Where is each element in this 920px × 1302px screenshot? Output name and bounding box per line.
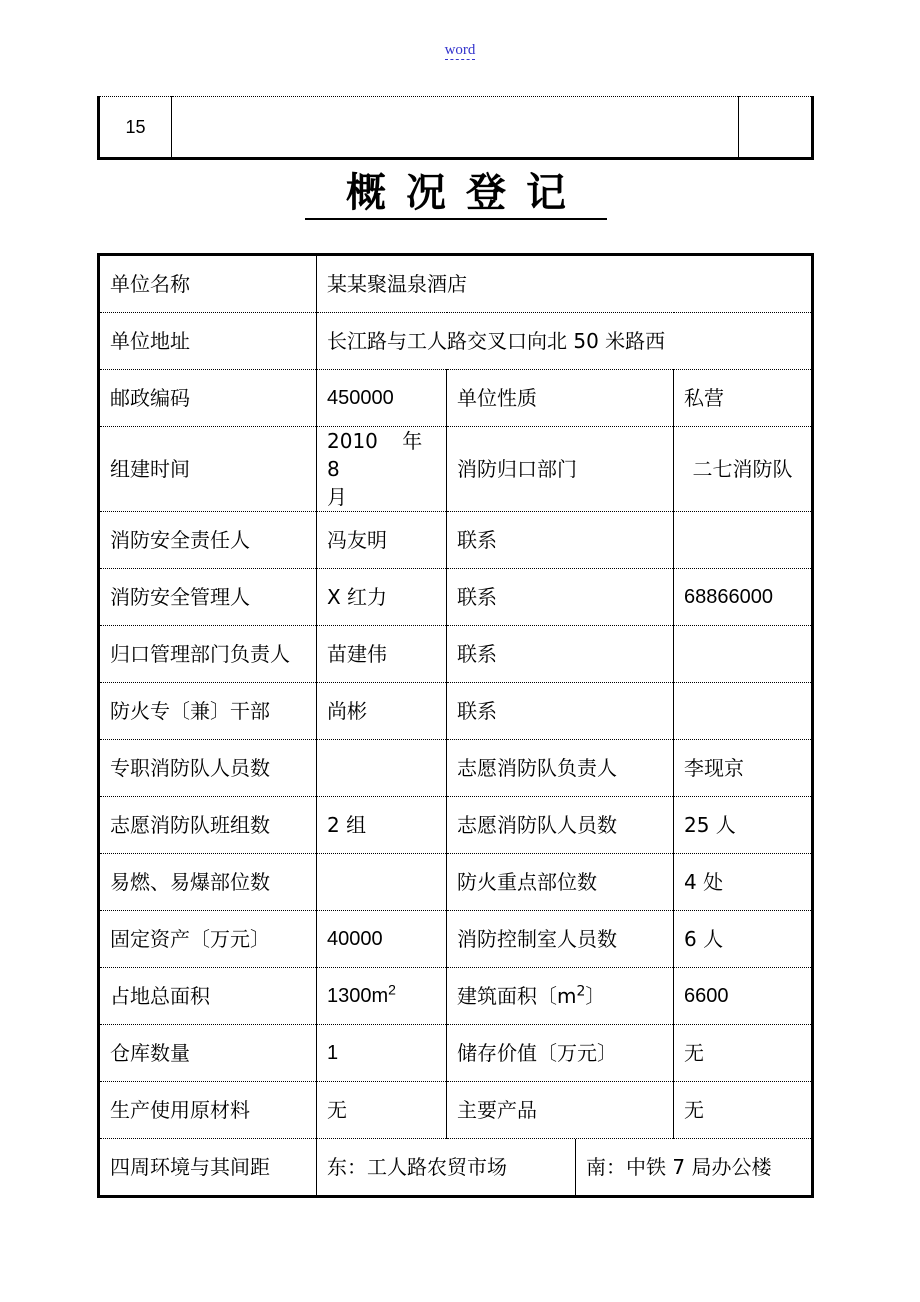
value-safety-manager: X 红力 — [317, 569, 447, 626]
table-row — [99, 968, 813, 1025]
label-main-products: 主要产品 — [447, 1082, 674, 1139]
header-link[interactable] — [0, 42, 920, 59]
previous-page-table — [97, 96, 814, 160]
label-fixed-assets: 固定资产〔万元〕 — [99, 911, 317, 968]
value-volunteer-leader: 李现京 — [674, 740, 813, 797]
label-key-fire-sites: 防火重点部位数 — [447, 854, 674, 911]
label-contact: 联系 — [447, 683, 674, 740]
label-dept-head: 归口管理部门负责人 — [99, 626, 317, 683]
label-contact: 联系 — [447, 512, 674, 569]
building-area-superscript: 2 — [576, 983, 586, 1000]
building-area-label: 建筑面积〔m — [457, 984, 577, 1008]
label-postal-code: 邮政编码 — [99, 370, 317, 427]
empty-cell — [172, 97, 739, 159]
value-control-room-staff: 6 人 — [674, 911, 813, 968]
building-area-label-end: 〕 — [585, 984, 606, 1008]
value-raw-materials: 无 — [317, 1082, 447, 1139]
label-safety-manager: 消防安全管理人 — [99, 569, 317, 626]
value-founded — [317, 427, 447, 512]
table-row — [99, 740, 813, 797]
surroundings-split — [317, 1139, 811, 1195]
label-land-area: 占地总面积 — [99, 968, 317, 1025]
land-area-number: 1300m — [327, 985, 389, 1007]
value-fixed-assets: 40000 — [317, 911, 447, 968]
value-surroundings — [317, 1139, 813, 1197]
label-founded: 组建时间 — [99, 427, 317, 512]
value-dept-head: 苗建伟 — [317, 626, 447, 683]
table-row — [99, 512, 813, 569]
table-row — [99, 1082, 813, 1139]
label-raw-materials: 生产使用原材料 — [99, 1082, 317, 1139]
label-unit-nature: 单位性质 — [447, 370, 674, 427]
surroundings-south: 南：中铁 7 局办公楼 — [586, 1155, 772, 1179]
value-building-area: 6600 — [674, 968, 813, 1025]
value-fulltime-staff — [317, 740, 447, 797]
table-row — [99, 97, 813, 159]
page-title: 概况登记 — [305, 168, 607, 220]
value-volunteer-groups: 2 组 — [317, 797, 447, 854]
label-contact: 联系 — [447, 626, 674, 683]
value-storage-value: 无 — [674, 1025, 813, 1082]
table-row — [99, 569, 813, 626]
founded-line-2: 月 — [327, 485, 347, 509]
label-fire-dept: 消防归口部门 — [447, 427, 674, 512]
value-fire-officer: 尚彬 — [317, 683, 447, 740]
value-flammable-sites — [317, 854, 447, 911]
value-contact — [674, 626, 813, 683]
label-contact: 联系 — [447, 569, 674, 626]
label-unit-name: 单位名称 — [99, 255, 317, 313]
label-flammable-sites: 易燃、易爆部位数 — [99, 854, 317, 911]
land-area-superscript: 2 — [388, 981, 396, 998]
label-storage-value: 储存价值〔万元〕 — [447, 1025, 674, 1082]
value-fire-dept: 二七消防队 — [674, 427, 813, 512]
value-contact — [674, 683, 813, 740]
value-unit-nature: 私营 — [674, 370, 813, 427]
value-key-fire-sites: 4 处 — [674, 854, 813, 911]
surroundings-east: 东：工人路农贸市场 — [317, 1139, 576, 1195]
value-warehouses: 1 — [317, 1025, 447, 1082]
table-row — [99, 854, 813, 911]
table-row — [99, 626, 813, 683]
label-building-area — [447, 968, 674, 1025]
label-fulltime-staff: 专职消防队人员数 — [99, 740, 317, 797]
label-warehouses: 仓库数量 — [99, 1025, 317, 1082]
value-contact — [674, 512, 813, 569]
value-unit-name: 某某聚温泉酒店 — [317, 255, 813, 313]
value-contact: 68866000 — [674, 569, 813, 626]
table-row — [99, 1139, 813, 1197]
registration-table — [97, 253, 814, 1198]
row-number-cell: 15 — [99, 97, 172, 159]
value-volunteer-count: 25 人 — [674, 797, 813, 854]
label-volunteer-leader: 志愿消防队负责人 — [447, 740, 674, 797]
table-row — [99, 911, 813, 968]
label-fire-officer: 防火专〔兼〕干部 — [99, 683, 317, 740]
label-volunteer-count: 志愿消防队人员数 — [447, 797, 674, 854]
table-row — [99, 370, 813, 427]
label-volunteer-groups: 志愿消防队班组数 — [99, 797, 317, 854]
founded-line-1: 2010 年 8 — [327, 429, 423, 481]
value-postal-code: 450000 — [317, 370, 447, 427]
label-safety-responsible: 消防安全责任人 — [99, 512, 317, 569]
label-surroundings: 四周环境与其间距 — [99, 1139, 317, 1197]
label-control-room-staff: 消防控制室人员数 — [447, 911, 674, 968]
value-main-products: 无 — [674, 1082, 813, 1139]
table-row — [99, 427, 813, 512]
value-land-area — [317, 968, 447, 1025]
table-row — [99, 683, 813, 740]
empty-cell — [739, 97, 813, 159]
label-unit-address: 单位地址 — [99, 313, 317, 370]
table-row — [99, 313, 813, 370]
value-unit-address: 长江路与工人路交叉口向北 50 米路西 — [317, 313, 813, 370]
header-link-text[interactable]: word — [444, 42, 476, 58]
table-row — [99, 1025, 813, 1082]
table-row — [99, 797, 813, 854]
value-safety-responsible: 冯友明 — [317, 512, 447, 569]
table-row — [99, 255, 813, 313]
